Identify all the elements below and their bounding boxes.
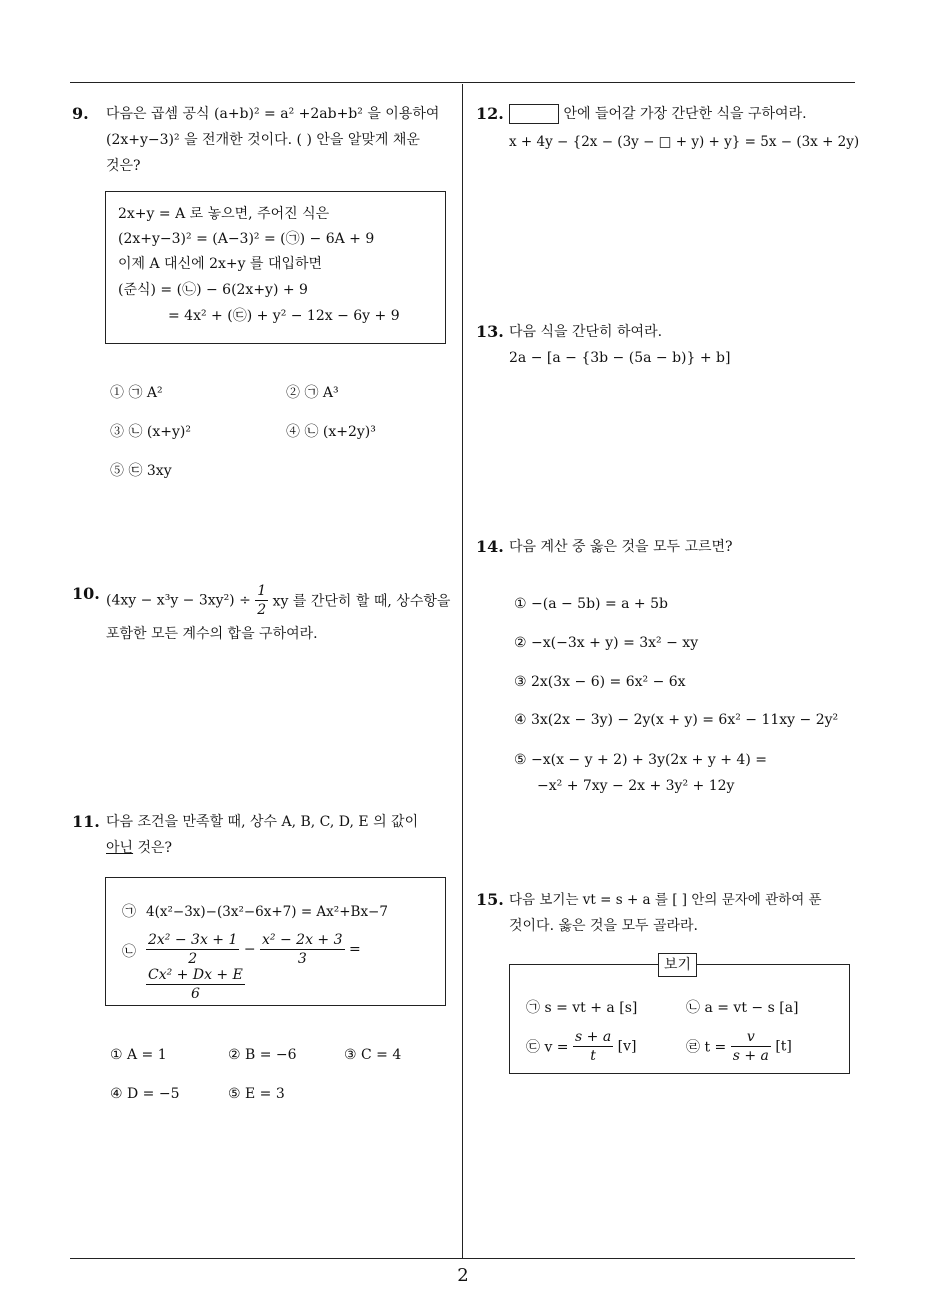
q14-choice-4[interactable]: ④ 3x(2x − 3y) − 2y(x + y) = 6x² − 11xy − 2y² (514, 712, 839, 728)
q14-number: 14. (476, 537, 504, 556)
q11-frac1-den: 2 (188, 951, 198, 967)
q11-choice-1[interactable]: ① A = 1 (110, 1047, 167, 1063)
q15-item3-frac (573, 1028, 613, 1065)
q10-expr-right: xy 를 간단히 할 때, 상수항을 (272, 593, 451, 610)
q11-frac3 (146, 966, 245, 1003)
q9-box-line4: (준식) = (㉡) − 6(2x+y) + 9 (118, 282, 308, 298)
q9-line3: 것은? (106, 158, 141, 174)
q15-item4-pre: ㉣ t = (686, 1039, 727, 1056)
q10-expr-left: (4xy − x³y − 3xy²) ÷ (106, 592, 251, 609)
q9-line1: 다음은 곱셈 공식 (a+b)² = a² +2ab+b² 을 이용하여 (106, 106, 440, 122)
q11-choice-2[interactable]: ② B = −6 (228, 1047, 297, 1063)
q11-choice-3[interactable]: ③ C = 4 (344, 1047, 402, 1063)
q14-choice-5-line2: −x² + 7xy − 2x + 3y² + 12y (537, 778, 735, 794)
q14-line1: 다음 계산 중 옳은 것을 모두 고르면? (509, 539, 733, 555)
q10-frac-den: 2 (257, 602, 267, 618)
q12-answer-blank-box (509, 104, 559, 124)
q10-fraction (255, 582, 268, 619)
q15-item3-den: t (590, 1048, 596, 1064)
q14-choice-5[interactable]: ⑤ −x(x − y + 2) + 3y(2x + y + 4) = (514, 752, 767, 768)
q11-choice-5[interactable]: ⑤ E = 3 (228, 1086, 285, 1102)
q11-cond1-mark: ㉠ (122, 904, 136, 920)
q11-cond2-mark: ㉡ (122, 944, 136, 960)
q9-line2: (2x+y−3)² 을 전개한 것이다. ( ) 안을 알맞게 채운 (106, 132, 420, 148)
q12-line1-text: 안에 들어갈 가장 간단한 식을 구하여라. (563, 106, 807, 122)
q10-number: 10. (72, 584, 100, 603)
q9-box-line5: = 4x² + (㉢) + y² − 12x − 6y + 9 (168, 308, 400, 324)
q9-box-line1: 2x+y = A 로 놓으면, 주어진 식은 (118, 206, 330, 222)
page-number: 2 (457, 1265, 469, 1286)
q11-number: 11. (72, 812, 100, 831)
q15-number: 15. (476, 890, 504, 909)
q11-choice-4[interactable]: ④ D = −5 (110, 1086, 180, 1102)
q14-choice-2[interactable]: ② −x(−3x + y) = 3x² − xy (514, 635, 699, 651)
q15-item3-pre: ㉢ v = (526, 1039, 569, 1056)
column-divider (462, 84, 463, 1259)
q15-item4-frac (731, 1028, 771, 1065)
q9-choice-2[interactable]: ② ㉠ A³ (286, 385, 339, 401)
q12-number: 12. (476, 104, 504, 123)
q15-item3-post: [v] (617, 1038, 637, 1055)
q11-cond2-expr (146, 931, 361, 968)
q15-item-3 (526, 1028, 636, 1065)
q15-line1: 다음 보기는 vt = s + a 를 [ ] 안의 문자에 관하여 푼 (509, 892, 822, 908)
q9-box-line3: 이제 A 대신에 2x+y 를 대입하면 (118, 256, 323, 272)
q11-frac2 (260, 931, 344, 968)
q13-line1: 다음 식을 간단히 하여라. (509, 324, 663, 340)
q11-frac2-den: 3 (297, 951, 307, 967)
q11-frac3-wrap (146, 966, 245, 1003)
bottom-rule (70, 1258, 855, 1259)
q14-choice-3[interactable]: ③ 2x(3x − 6) = 6x² − 6x (514, 674, 686, 690)
q11-underlined-word: 아닌 (106, 840, 134, 856)
q9-box-line2: (2x+y−3)² = (A−3)² = (㉠) − 6A + 9 (118, 231, 375, 247)
q15-line2: 것이다. 옳은 것을 모두 골라라. (509, 918, 698, 934)
q11-frac3-den: 6 (190, 986, 200, 1002)
q15-item4-den: s + a (732, 1048, 769, 1064)
q15-box-title: 보기 (658, 953, 697, 977)
q12-line1 (509, 102, 807, 126)
q15-item3-num: s + a (575, 1029, 612, 1045)
q15-item4-num: v (731, 1028, 771, 1047)
q11-minus: − (243, 941, 256, 958)
q11-line2 (106, 836, 172, 860)
q9-choice-1[interactable]: ① ㉠ A² (110, 385, 163, 401)
q11-frac3-num: Cx² + Dx + E (148, 967, 243, 983)
q9-choice-3[interactable]: ③ ㉡ (x+y)² (110, 424, 191, 440)
q14-choice-1[interactable]: ① −(a − 5b) = a + 5b (514, 596, 668, 612)
q10-frac-num: 1 (257, 583, 267, 599)
q9-choice-5[interactable]: ⑤ ㉢ 3xy (110, 463, 172, 479)
q11-line2-rest: 것은? (133, 840, 173, 856)
q15-item-4 (686, 1028, 792, 1065)
q10-line2: 포함한 모든 계수의 합을 구하여라. (106, 626, 318, 642)
q11-equals: = (348, 941, 361, 958)
q13-number: 13. (476, 322, 504, 341)
q11-frac1 (146, 931, 239, 968)
q12-line2: x + 4y − {2x − (3y − □ + y) + y} = 5x − (3x + 2y) (509, 134, 860, 150)
q15-item4-post: [t] (775, 1038, 792, 1055)
q10-line1 (106, 582, 450, 619)
q11-line1: 다음 조건을 만족할 때, 상수 A, B, C, D, E 의 값이 (106, 814, 419, 830)
q11-frac2-num: x² − 2x + 3 (262, 932, 343, 948)
q11-frac1-num: 2x² − 3x + 1 (148, 932, 238, 948)
q15-item-2: ㉡ a = vt − s [a] (686, 1000, 799, 1016)
q15-item-1: ㉠ s = vt + a [s] (526, 1000, 638, 1016)
q9-number: 9. (72, 104, 89, 123)
top-rule (70, 82, 855, 83)
q9-choice-4[interactable]: ④ ㉡ (x+2y)³ (286, 424, 376, 440)
q11-cond1: 4(x²−3x)−(3x²−6x+7) = Ax²+Bx−7 (146, 904, 388, 920)
q13-line2: 2a − [a − {3b − (5a − b)} + b] (509, 350, 731, 366)
